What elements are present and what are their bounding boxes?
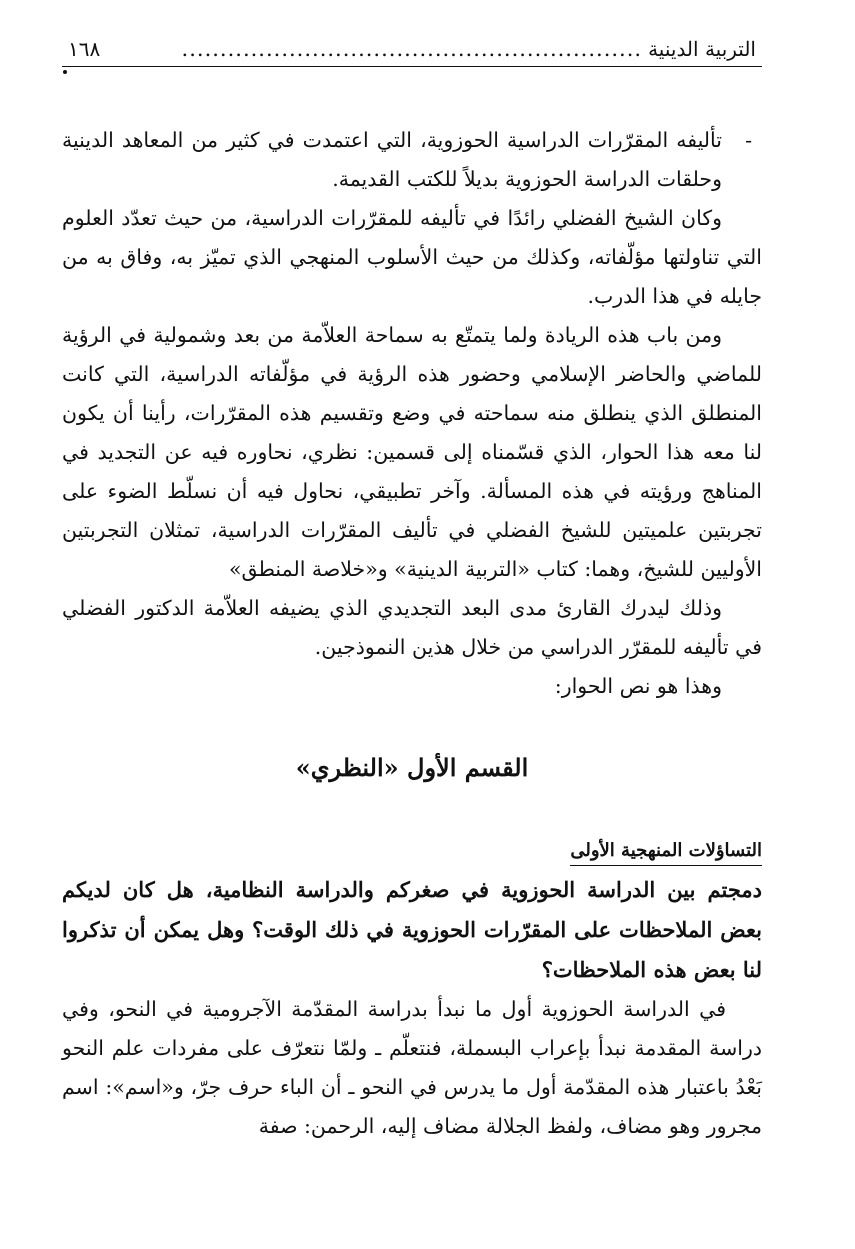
bullet-item: [62, 121, 762, 199]
interview-question: دمجتم بين الدراسة الحوزوية في صغركم والدراسة النظامية، هل كان لديكم بعض الملاحظات على المقرّرات الحوزوية في ذلك الوقت؟ وهل يمكن أن تذكروا لنا بعض هذه الملاحظات؟: [62, 877, 762, 982]
paragraph: وذلك ليدرك القارئ مدى البعد التجديدي الذي يضيفه العلاّمة الدكتور الفضلي في تأليفه للمقرّر الدراسي من خلال هذين النموذجين.: [62, 596, 762, 659]
paragraph: وهذا هو نص الحوار:: [554, 674, 722, 698]
book-page: [62, 28, 762, 1146]
header-dot-mark: [63, 70, 67, 74]
paragraph: ومن باب هذه الريادة ولما يتمتّع به سماحة العلاّمة من بعد وشمولية في الرؤية للماضي والحاضر الإسلامي وحضور هذه الرؤية في مؤلّفاته الدراسية، التي كانت المنطلق الذي ينطلق منه سماحته في وضع وتقسيم هذه المقرّرات، رأينا أن يكون لنا معه هذا الحوار، الذي قسّمناه إلى قسمين: نظري، نحاوره فيه عن التجديد في المناهج ورؤيته في هذه المسألة. وآخر تطبيقي، نحاول فيه أن نسلّط الضوء على تجربتين علميتين للشيخ الفضلي في تأليف المقرّرات الدراسية، تمثلان التجربتين الأوليين للشيخ، وهما: كتاب «التربية الدينية» و«خلاصة المنطق»: [62, 323, 762, 581]
bullet-mark: -: [745, 128, 752, 152]
subheading-wrapper: [62, 838, 762, 870]
running-header-title: التربية الدينية: [648, 37, 756, 61]
page-number: ١٦٨: [68, 37, 101, 61]
interview-answer: في الدراسة الحوزوية أول ما نبدأ بدراسة المقدّمة الآجرومية في النحو، وفي دراسة المقدمة نبدأ بإعراب البسملة، فنتعلّم ـ ولمّا نتعرّف على مفردات علم النحو بَعْدُ باعتبار هذه المقدّمة أول ما يدرس في النحو ـ أن الباء حرف جرّ، و«اسم»: اسم مجرور وهو مضاف، ولفظ الجلالة مضاف إليه، الرحمن: صفة: [62, 997, 762, 1138]
subheading: التساؤلات المنهجية الأولى: [570, 838, 762, 866]
bullet-text: تأليفه المقرّرات الدراسية الحوزوية، التي اعتمدت في كثير من المعاهد الدينية وحلقات الدراسة الحوزوية بديلاً للكتب القديمة.: [62, 128, 722, 191]
running-header-dots: ............................................................: [181, 37, 643, 61]
running-header: [62, 28, 762, 67]
paragraph: وكان الشيخ الفضلي رائدًا في تأليفه للمقرّرات الدراسية، من حيث تعدّد العلوم التي تناولتها مؤلّفاته، وكذلك من حيث الأسلوب المنهجي الذي تميّز به، وفاق به من جايله في هذا الدرب.: [62, 206, 762, 308]
body-text: [62, 121, 762, 706]
section-title: القسم الأول «النظري»: [295, 753, 529, 782]
